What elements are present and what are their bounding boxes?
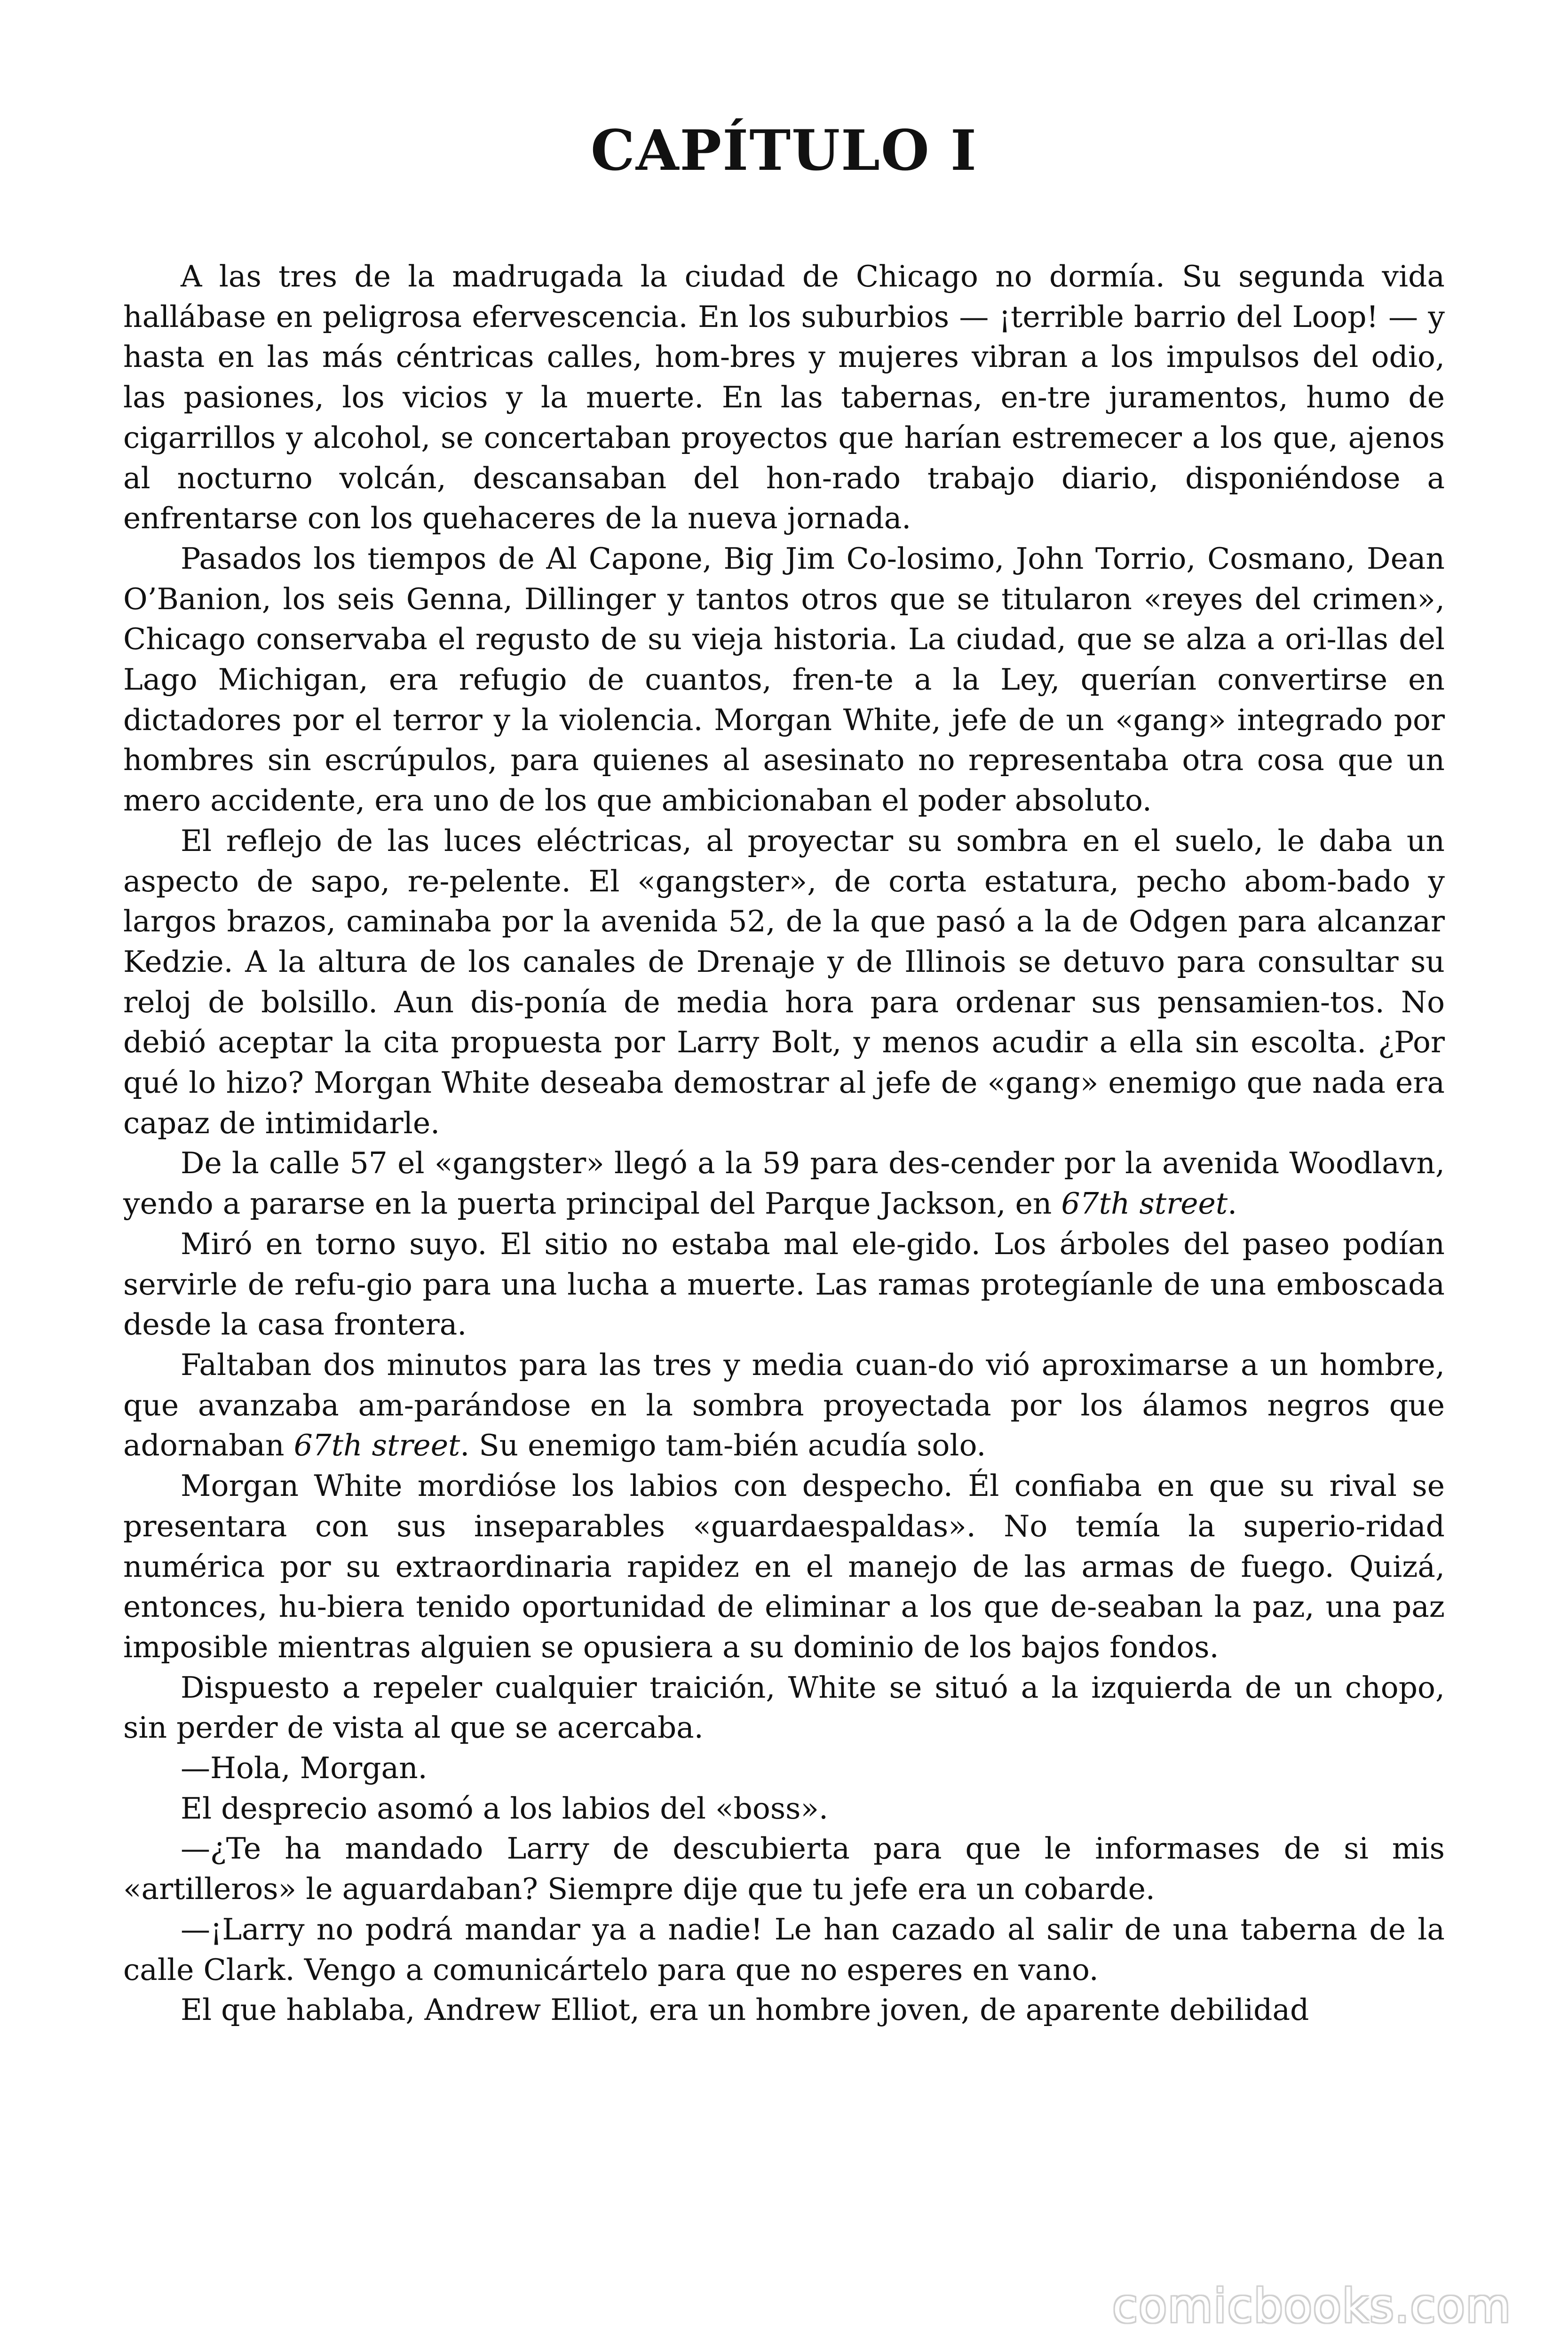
- paragraph: Faltaban dos minutos para las tres y media cuan-do vió aproximarse a un hombre, que avanzaba am-parándose en la sombra proyectada por los álamos negros que adornaban 67th street. Su enemigo tam-bién acudía solo.: [123, 1347, 1445, 1463]
- paragraph: El que hablaba, Andrew Elliot, era un hombre joven, de aparente debilidad: [181, 1993, 1309, 2027]
- paragraph: Morgan White mordióse los labios con despecho. Él confiaba en que su rival se presentara con sus inseparables «guardaespaldas». No temía la superio-ridad numérica por su extraordinaria rapidez en el manejo de las armas de fuego. Quizá, entonces, hu-biera tenido oportunidad de eliminar a los que de-seaban la paz, una paz imposible mientras alguien se opusiera a su dominio de los bajos fondos.: [123, 1469, 1445, 1664]
- watermark: comicbooks.com: [1112, 2280, 1512, 2333]
- chapter-title: CAPÍTULO I: [590, 118, 978, 183]
- paragraph: El desprecio asomó a los labios del «boss».: [181, 1791, 829, 1826]
- dialogue-line: —Hola, Morgan.: [181, 1751, 428, 1786]
- dialogue-line: —¡Larry no podrá mandar ya a nadie! Le han cazado al salir de una taberna de la calle Clark. Vengo a comunicártelo para que no esperes en vano.: [123, 1912, 1445, 1987]
- italic-street-name: 67th street: [1061, 1186, 1228, 1221]
- paragraph: El reflejo de las luces eléctricas, al proyectar su sombra en el suelo, le daba un aspecto de sapo, re-pelente. El «gangster», de corta estatura, pecho abom-bado y largos brazos, caminaba por la avenida 52, de la que pasó a la de Odgen para alcanzar Kedzie. A la altura de los canales de Drenaje y de Illinois se detuvo para consultar su reloj de bolsillo. Aun dis-ponía de media hora para ordenar sus pensamien-tos. No debió aceptar la cita propuesta por Larry Bolt, y menos acudir a ella sin escolta. ¿Por qué lo hizo? Morgan White deseaba demostrar al jefe de «gang» enemigo que nada era capaz de intimidarle.: [123, 823, 1445, 1140]
- chapter-body: [123, 256, 1445, 2030]
- paragraph: Miró en torno suyo. El sitio no estaba mal ele-gido. Los árboles del paseo podían servirle de refu-gio para una lucha a muerte. Las ramas protegíanle de una emboscada desde la casa frontera.: [123, 1226, 1445, 1342]
- paragraph: De la calle 57 el «gangster» llegó a la 59 para des-cender por la avenida Woodlavn, yendo a pararse en la puerta principal del Parque Jackson, en 67th street.: [123, 1146, 1445, 1221]
- paragraph: Pasados los tiempos de Al Capone, Big Jim Co-losimo, John Torrio, Cosmano, Dean O’Banion, los seis Genna, Dillinger y tantos otros que se titularon «reyes del crimen», Chicago conservaba el regusto de su vieja historia. La ciudad, que se alza a ori-llas del Lago Michigan, era refugio de cuantos, fren-te a la Ley, querían convertirse en dictadores por el terror y la violencia. Morgan White, jefe de un «gang» integrado por hombres sin escrúpulos, para quienes al asesinato no representaba otra cosa que un mero accidente, era uno de los que ambicionaban el poder absoluto.: [123, 541, 1445, 818]
- dialogue-line: —¿Te ha mandado Larry de descubierta para que le informases de si mis «artilleros» le aguardaban? Siempre dije que tu jefe era un cobarde.: [123, 1831, 1445, 1907]
- italic-street-name: 67th street: [293, 1428, 460, 1463]
- paragraph: Dispuesto a repeler cualquier traición, White se situó a la izquierda de un chopo, sin perder de vista al que se acercaba.: [123, 1670, 1445, 1745]
- paragraph: A las tres de la madrugada la ciudad de Chicago no dormía. Su segunda vida hallábase en peligrosa efervescencia. En los suburbios — ¡terrible barrio del Loop! — y hasta en las más céntricas calles, hom-bres y mujeres vibran a los impulsos del odio, las pasiones, los vicios y la muerte. En las tabernas, en-tre juramentos, humo de cigarrillos y alcohol, se concertaban proyectos que harían estremecer a los que, ajenos al nocturno volcán, descansaban del hon-rado trabajo diario, disponiéndose a enfrentarse con los quehaceres de la nueva jornada.: [123, 259, 1445, 536]
